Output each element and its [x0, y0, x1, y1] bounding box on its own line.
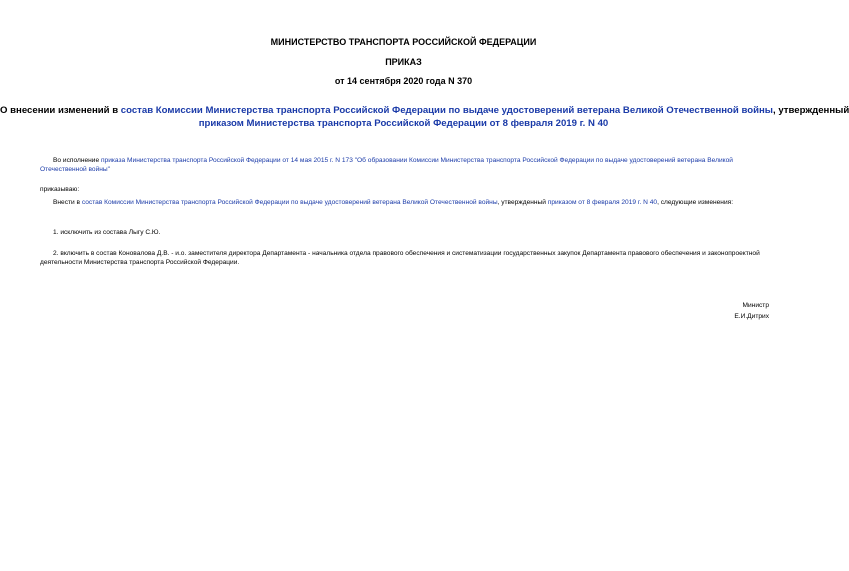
ministry-heading: МИНИСТЕРСТВО ТРАНСПОРТА РОССИЙСКОЙ ФЕДЕРАЦИИ: [270, 37, 537, 47]
order-heading: ПРИКАЗ: [385, 57, 422, 67]
preamble-paragraph: [40, 156, 770, 174]
amendment-link-commission[interactable]: состав Комиссии Министерства транспорта Российской Федерации по выдаче удостоверений ветерана Великой Отечественной войны: [81, 199, 498, 206]
signature-block: [734, 300, 769, 322]
subject-link-order[interactable]: приказом Министерства транспорта Российской Федерации от 8 февраля 2019 г. N 40: [198, 118, 609, 129]
amendment-middle: , утвержденный: [497, 199, 548, 206]
list-item-include: 2. включить в состав Коновалова Д.В. - и.о. заместителя директора Департамента - начальника отдела правового обеспечения и систематизации государственных закупок Департамента правового обеспечения и законопроектной деятельности Министерства транспорта Российской Федерации.: [40, 250, 760, 266]
order-subject: [0, 104, 849, 130]
signature-name: Е.И.Дитрих: [734, 313, 769, 320]
order-directive: приказываю:: [40, 186, 80, 193]
preamble-prefix: Во исполнение: [53, 157, 101, 164]
subject-prefix: О внесении изменений в: [0, 105, 121, 116]
amendment-paragraph: [40, 198, 770, 207]
signature-title: Министр: [742, 302, 769, 309]
list-item-exclude: 1. исключить из состава Лыгу С.Ю.: [53, 229, 161, 236]
amendment-suffix: , следующие изменения:: [657, 199, 734, 206]
subject-middle: , утвержденный: [773, 105, 849, 116]
order-date: от 14 сентября 2020 года N 370: [334, 76, 473, 86]
amendment-link-order[interactable]: приказом от 8 февраля 2019 г. N 40: [547, 199, 658, 206]
subject-link-commission[interactable]: состав Комиссии Министерства транспорта Российской Федерации по выдаче удостоверений ветерана Великой Отечественной войны: [120, 105, 773, 116]
preamble-link[interactable]: приказа Министерства транспорта Российской Федерации от 14 мая 2015 г. N 173 "Об образовании Комиссии Министерства транспорта Российской Федерации по выдаче удостоверений ветерана Великой Отечественной войны": [40, 157, 733, 173]
amendment-prefix: Внести в: [53, 199, 82, 206]
